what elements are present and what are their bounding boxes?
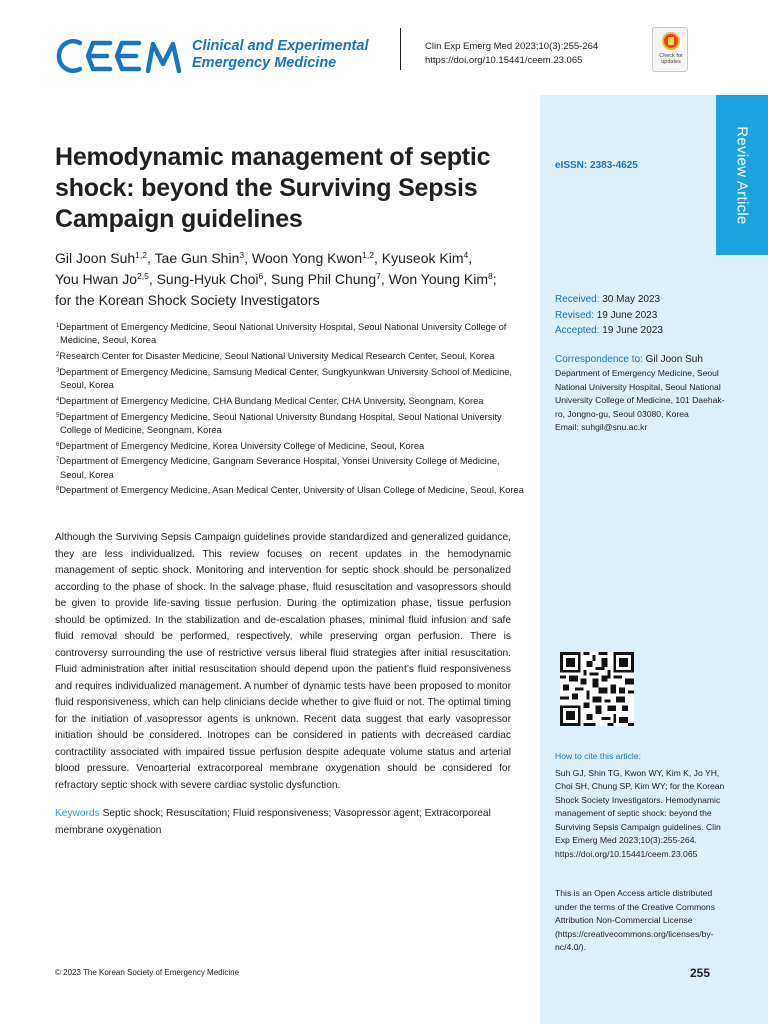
received-label: Received: xyxy=(555,294,600,305)
revised-date xyxy=(555,308,663,324)
author-name: Sung Phil Chung xyxy=(271,271,377,287)
journal-name xyxy=(192,38,368,72)
affiliation-number: 1 xyxy=(56,323,60,329)
affiliation-number: 3 xyxy=(56,367,60,374)
affiliation-item xyxy=(55,365,525,392)
author-affil-sup: 8 xyxy=(488,271,493,281)
check-for-updates-badge[interactable] xyxy=(652,27,688,72)
journal-logo xyxy=(55,34,185,78)
abstract-text: Although the Surviving Sepsis Campaign guidelines provide standardized and generalized guidance, they are less individualized. This review focuses on recent updates in the hemodynamic management of septic shock. Monitoring and intervention for septic shock should be personalized according to the phase of shock. In the salvage phase, fluid resuscitation and vasopressors should be given to provide life-saving tissue perfusion. During the optimization phase, tissue perfusion should be optimized. In the stabilization and de-escalation phases, minimal fluid infusion and safe fluid removal should be performed, respectively, while preserving organ perfusion. There is controversy surrounding the use of restrictive versus liberal fluid strategies after initial resuscitation. Fluid administration after initial resuscitation should depend upon the patient’s fluid responsiveness and requires individualized management. A number of dynamic tests have been proposed to monitor fluid responsiveness, which can help clinicians decide whether to give fluid or not. The optimal timing for the initiation of vasopressor agents is unknown. Recent data suggest that early vasopressor initiation should be considered. Inotropes can be considered in patients with decreased cardiac contractility associated with impaired tissue perfusion despite adequate volume status and arterial blood pressure. Venoarterial extracorporeal membrane oxygenation should be considered for refractory septic shock with severe cardiac systolic dysfunction. xyxy=(55,532,511,791)
affiliation-number: 4 xyxy=(56,396,60,403)
author-name: Sung-Hyuk Choi xyxy=(156,271,259,287)
author-affil-sup: 6 xyxy=(258,271,264,281)
affiliation-text: Department of Emergency Medicine, Korea University College of Medicine, Seoul, Korea xyxy=(59,440,425,451)
author-list xyxy=(55,248,535,311)
citation-line: Clin Exp Emerg Med 2023;10(3):255-264 xyxy=(425,41,599,52)
keywords xyxy=(55,806,511,839)
affiliation-number: 8 xyxy=(56,486,60,493)
header-citation xyxy=(425,40,598,68)
revised-value: 19 June 2023 xyxy=(596,309,658,321)
doi-link[interactable]: https://doi.org/10.15441/ceem.23.065 xyxy=(425,55,583,66)
correspondence-block xyxy=(555,352,725,435)
header-divider xyxy=(400,28,401,70)
author-name: Kyuseok Kim xyxy=(381,250,464,266)
affiliation-number: 2 xyxy=(56,352,60,358)
check-badge-line1: Check for xyxy=(659,53,683,59)
author-separator: , xyxy=(468,250,473,266)
correspondence-heading xyxy=(555,352,725,367)
journal-name-line1: Clinical and Experimental xyxy=(192,38,369,54)
accepted-value: 19 June 2023 xyxy=(602,325,663,336)
author-separator: , xyxy=(380,271,389,287)
ceem-logo-icon xyxy=(55,34,185,78)
author-affil-sup: 7 xyxy=(376,271,381,281)
accepted-date xyxy=(555,323,663,339)
open-access-notice: This is an Open Access article distributed under the terms of the Creative Commons Attribution Non-Commercial License (https://creativecommons.org/licenses/by-nc/4.0/). xyxy=(555,888,716,952)
affiliation-text: Department of Emergency Medicine, Samsung Medical Center, Sungkyunkwan University School of Medicine, Seoul, Korea xyxy=(59,366,513,390)
copyright: © 2023 The Korean Society of Emergency Medicine xyxy=(55,968,240,977)
correspondence-email[interactable]: Email: suhgil@snu.ac.kr xyxy=(555,422,648,432)
affiliation-text: Research Center for Disaster Medicine, Seoul National University Medical Research Center, Seoul, Korea xyxy=(59,351,495,361)
affiliation-list xyxy=(55,320,525,499)
affiliation-item xyxy=(55,349,525,363)
affiliation-item xyxy=(55,454,525,481)
affiliation-item xyxy=(55,439,525,453)
author-name: Woon Yong Kwon xyxy=(251,250,363,266)
author-name: Gil Joon Suh xyxy=(55,250,136,266)
affiliation-text: Department of Emergency Medicine, Seoul National University Hospital, Seoul National University College of Medicine, Seoul, Korea xyxy=(59,322,507,346)
author-name: You Hwan Jo xyxy=(55,271,137,287)
eissn: eISSN: 2383-4625 xyxy=(555,160,638,171)
qr-code-icon[interactable] xyxy=(560,651,634,727)
affiliation-number: 6 xyxy=(56,441,60,448)
revised-label: Revised: xyxy=(555,309,594,321)
journal-name-line2: Emergency Medicine xyxy=(192,55,337,71)
article-dates xyxy=(555,292,663,339)
accepted-label: Accepted: xyxy=(555,325,600,336)
how-to-cite-label: How to cite this article: xyxy=(555,751,641,761)
affiliation-number: 7 xyxy=(56,457,60,464)
article-type-label: Review Article xyxy=(733,125,751,225)
affiliation-text: Department of Emergency Medicine, Asan Medical Center, University of Ulsan College of Medicine, Seoul, Korea xyxy=(59,485,524,496)
affiliation-item xyxy=(55,483,525,497)
keywords-label: Keywords xyxy=(55,808,100,819)
keywords-text: Septic shock; Resuscitation; Fluid responsiveness; Vasopressor agent; Extracorporeal membrane oxygenation xyxy=(55,808,491,836)
author-affil-sup: 1,2 xyxy=(362,250,374,260)
author-name: Won Young Kim xyxy=(388,271,489,287)
correspondence-label: Correspondence to: xyxy=(555,354,643,365)
article-type-label-wrap xyxy=(716,95,768,255)
check-badge-text xyxy=(653,53,689,65)
how-to-cite-block xyxy=(555,750,725,861)
author-affil-sup: 3 xyxy=(239,250,245,260)
author-separator: ; xyxy=(492,271,497,287)
affiliation-item xyxy=(55,320,525,347)
author-separator: , xyxy=(147,250,155,266)
author-separator: , xyxy=(374,250,382,266)
affiliation-number: 5 xyxy=(56,412,60,419)
correspondence-address: Department of Emergency Medicine, Seoul National University Hospital, Seoul National University College of Medicine, 101 Daehak-ro, Jongno-gu, Seoul 03080, Korea xyxy=(555,368,725,419)
author-separator: , xyxy=(263,271,272,287)
correspondence-name: Gil Joon Suh xyxy=(645,354,703,365)
author-separator: , xyxy=(148,271,157,287)
author-affil-sup: 2,5 xyxy=(136,271,149,281)
crossmark-icon xyxy=(662,32,680,50)
received-date xyxy=(555,292,663,308)
article-title: Hemodynamic management of septic shock: beyond the Surviving Sepsis Campaign guidelines xyxy=(55,143,491,233)
affiliation-text: Department of Emergency Medicine, Seoul National University Bundang Hospital, Seoul National University College of Medicine, Seongnam, Korea xyxy=(59,411,502,435)
received-value: 30 May 2023 xyxy=(602,294,661,305)
author-name: Tae Gun Shin xyxy=(154,250,240,266)
affiliation-item xyxy=(55,394,525,408)
page-number: 255 xyxy=(690,966,711,980)
author-affil-sup: 4 xyxy=(463,250,469,260)
affiliation-text: Department of Emergency Medicine, Gangnam Severance Hospital, Yonsei University College of Medicine, Seoul, Korea xyxy=(59,456,500,480)
author-separator: , xyxy=(244,250,252,266)
author-affil-sup: 1,2 xyxy=(135,250,147,260)
how-to-cite-text: Suh GJ, Shin TG, Kwon WY, Kim K, Jo YH, Choi SH, Chung SP, Kim WY; for the Korean Shock Society Investigators. Hemodynamic management of septic shock: beyond the Surviving Sepsis Campaign guidelines. Clin Exp Emerg Med 2023;10(3):255-264. https://doi.org/10.15441/ceem.23.065 xyxy=(555,767,725,859)
affiliation-item xyxy=(55,410,525,437)
check-badge-line2: updates xyxy=(661,59,681,65)
author-group: for the Korean Shock Society Investigators xyxy=(55,292,320,308)
affiliation-text: Department of Emergency Medicine, CHA Bundang Medical Center, CHA University, Seongnam, Korea xyxy=(59,395,484,406)
